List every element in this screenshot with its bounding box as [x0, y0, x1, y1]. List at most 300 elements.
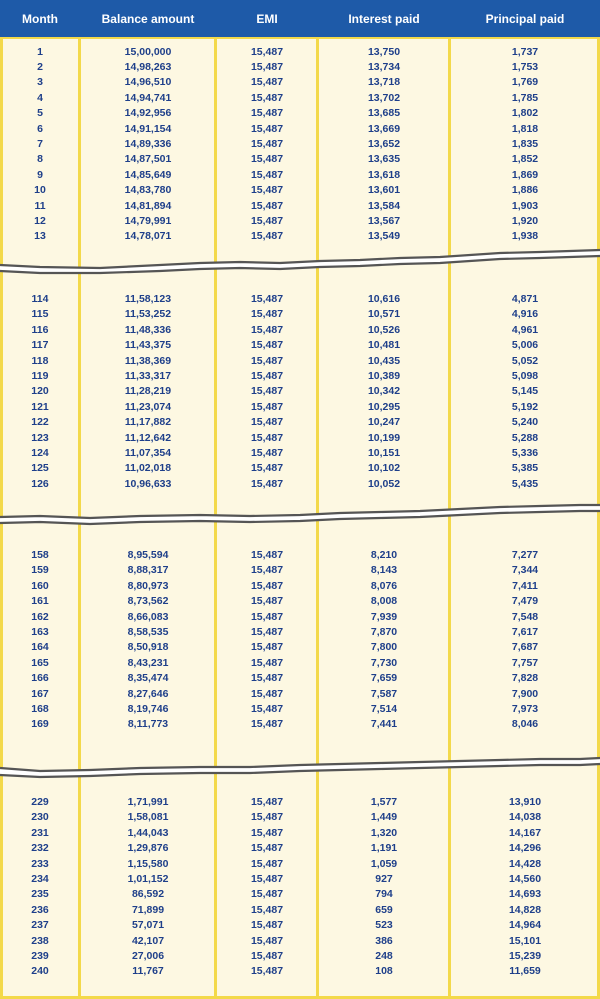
cell-principal-paid: 7,479	[511, 595, 539, 608]
table-row	[0, 106, 600, 121]
cell-principal-paid: 1,802	[511, 107, 539, 120]
table-row	[0, 826, 600, 841]
cell-balance-amount: 71,899	[131, 903, 165, 916]
cell-emi: 15,487	[250, 950, 284, 962]
cell-interest-paid: 10,616	[367, 293, 401, 305]
cell-month: 118	[31, 354, 49, 367]
cell-principal-paid: 1,903	[511, 199, 539, 212]
cell-principal-paid: 14,828	[508, 903, 542, 916]
cell-interest-paid: 10,389	[367, 370, 401, 382]
table-row	[0, 122, 600, 137]
cell-interest-paid: 13,669	[367, 122, 401, 135]
cell-emi: 15,487	[250, 718, 284, 731]
table-row	[0, 338, 600, 353]
table-row	[0, 369, 600, 384]
header-interest-paid: Interest paid	[348, 11, 420, 26]
cell-principal-paid: 5,336	[511, 447, 539, 459]
table-row	[0, 594, 600, 609]
cell-month: 235	[31, 888, 49, 901]
cell-principal-paid: 14,560	[508, 873, 542, 885]
cell-interest-paid: 108	[375, 965, 393, 978]
table-row	[0, 75, 600, 90]
cell-interest-paid: 8,143	[370, 564, 398, 577]
cell-month: 122	[31, 416, 49, 429]
table-row	[0, 640, 600, 655]
table-row	[0, 60, 600, 75]
cell-balance-amount: 11,38,369	[124, 354, 172, 367]
cell-balance-amount: 8,58,535	[127, 626, 169, 638]
cell-principal-paid: 7,548	[511, 610, 539, 623]
cell-interest-paid: 386	[375, 934, 393, 947]
cell-interest-paid: 927	[375, 873, 393, 885]
cell-balance-amount: 8,27,646	[127, 687, 169, 700]
table-row	[0, 841, 600, 856]
cell-month: 119	[31, 370, 49, 382]
cell-emi: 15,487	[250, 626, 284, 638]
cell-balance-amount: 8,35,474	[127, 672, 169, 685]
table-row	[0, 137, 600, 152]
table-row	[0, 918, 600, 933]
cell-emi: 15,487	[250, 703, 284, 715]
cell-principal-paid: 5,006	[511, 339, 539, 352]
cell-emi: 15,487	[250, 549, 284, 561]
cell-month: 231	[31, 826, 49, 839]
cell-principal-paid: 4,871	[511, 293, 539, 305]
cell-balance-amount: 1,71,991	[127, 796, 169, 808]
cell-interest-paid: 7,514	[370, 703, 398, 715]
cell-balance-amount: 8,88,317	[127, 564, 169, 577]
cell-interest-paid: 10,295	[367, 400, 401, 413]
cell-principal-paid: 7,900	[511, 687, 539, 700]
cell-month: 8	[37, 153, 43, 166]
cell-interest-paid: 659	[375, 903, 393, 916]
cell-emi: 15,487	[250, 564, 284, 577]
cell-balance-amount: 10,96,633	[124, 477, 172, 490]
table-row	[0, 656, 600, 671]
cell-balance-amount: 11,48,336	[124, 323, 172, 336]
cell-principal-paid: 15,101	[508, 934, 542, 947]
cell-month: 230	[31, 811, 49, 824]
cell-emi: 15,487	[250, 934, 284, 947]
table-row	[0, 477, 600, 492]
cell-emi: 15,487	[250, 122, 284, 135]
cell-month: 3	[37, 76, 43, 89]
table-row	[0, 229, 600, 244]
cell-interest-paid: 8,210	[370, 549, 398, 561]
cell-interest-paid: 8,076	[370, 579, 398, 592]
cell-month: 164	[31, 641, 49, 654]
cell-month: 229	[31, 796, 49, 808]
cell-principal-paid: 5,288	[511, 431, 539, 444]
table-row	[0, 307, 600, 322]
cell-month: 233	[31, 857, 49, 870]
cell-balance-amount: 1,15,580	[127, 857, 169, 870]
cell-emi: 15,487	[250, 416, 284, 429]
table-row	[0, 152, 600, 167]
cell-interest-paid: 248	[375, 950, 393, 962]
cell-balance-amount: 86,592	[131, 888, 165, 901]
cell-principal-paid: 1,886	[511, 184, 539, 197]
table-row	[0, 671, 600, 686]
table-row	[0, 91, 600, 106]
cell-interest-paid: 13,685	[367, 107, 401, 120]
cell-emi: 15,487	[250, 153, 284, 166]
cell-principal-paid: 1,737	[511, 45, 539, 58]
cell-emi: 15,487	[250, 919, 284, 932]
cell-principal-paid: 7,277	[511, 549, 539, 561]
cell-month: 117	[31, 339, 49, 352]
table-row	[0, 610, 600, 625]
cell-month: 121	[31, 400, 49, 413]
cell-emi: 15,487	[250, 199, 284, 212]
cell-month: 126	[31, 477, 49, 490]
cell-principal-paid: 1,920	[511, 214, 539, 227]
cell-month: 159	[31, 564, 49, 577]
cell-month: 4	[37, 91, 43, 104]
cell-interest-paid: 7,939	[370, 610, 398, 623]
cell-principal-paid: 1,753	[511, 60, 539, 73]
header-month: Month	[22, 11, 58, 26]
table-row	[0, 354, 600, 369]
cell-emi: 15,487	[250, 400, 284, 413]
table-row	[0, 431, 600, 446]
cell-emi: 15,487	[250, 842, 284, 855]
cell-principal-paid: 1,835	[511, 137, 539, 150]
cell-emi: 15,487	[250, 579, 284, 592]
cell-emi: 15,487	[250, 857, 284, 870]
cell-month: 239	[31, 950, 49, 962]
table-row	[0, 461, 600, 476]
cell-interest-paid: 13,584	[367, 199, 401, 212]
cell-balance-amount: 14,81,894	[124, 199, 172, 212]
cell-interest-paid: 10,481	[367, 339, 401, 352]
cell-balance-amount: 14,83,780	[124, 184, 172, 197]
cell-balance-amount: 14,89,336	[124, 137, 172, 150]
cell-emi: 15,487	[250, 641, 284, 654]
cell-month: 162	[31, 610, 49, 623]
cell-balance-amount: 8,19,746	[127, 703, 169, 715]
cell-month: 1	[37, 45, 43, 58]
cell-balance-amount: 14,92,956	[124, 107, 172, 120]
table-row	[0, 446, 600, 461]
cell-balance-amount: 11,33,317	[124, 370, 172, 382]
cell-month: 237	[31, 919, 49, 932]
cell-interest-paid: 7,870	[370, 626, 398, 638]
cell-balance-amount: 8,80,973	[127, 579, 169, 592]
cell-month: 120	[31, 385, 49, 398]
cell-principal-paid: 7,687	[511, 641, 539, 654]
cell-month: 5	[37, 107, 43, 120]
cell-interest-paid: 1,320	[370, 826, 398, 839]
cell-month: 124	[31, 447, 49, 459]
cell-interest-paid: 523	[375, 919, 393, 932]
cell-principal-paid: 4,916	[511, 308, 539, 321]
cell-balance-amount: 14,96,510	[124, 76, 172, 89]
cell-balance-amount: 8,50,918	[127, 641, 169, 654]
torn-section-break	[0, 497, 600, 547]
cell-emi: 15,487	[250, 168, 284, 181]
cell-principal-paid: 1,785	[511, 91, 539, 104]
table-row	[0, 702, 600, 717]
cell-interest-paid: 8,008	[370, 595, 398, 608]
cell-emi: 15,487	[250, 76, 284, 89]
cell-balance-amount: 11,53,252	[124, 308, 172, 321]
cell-balance-amount: 14,94,741	[124, 91, 172, 104]
cell-emi: 15,487	[250, 184, 284, 197]
cell-principal-paid: 15,239	[508, 950, 542, 962]
cell-principal-paid: 5,435	[511, 477, 539, 490]
cell-interest-paid: 10,052	[367, 477, 401, 490]
cell-interest-paid: 13,601	[367, 184, 401, 197]
cell-month: 125	[31, 462, 49, 475]
table-row	[0, 199, 600, 214]
torn-section-break	[0, 245, 600, 295]
cell-principal-paid: 5,052	[511, 354, 539, 367]
cell-emi: 15,487	[250, 903, 284, 916]
table-row	[0, 964, 600, 979]
cell-balance-amount: 42,107	[131, 934, 165, 947]
cell-emi: 15,487	[250, 91, 284, 104]
cell-month: 169	[31, 718, 49, 731]
cell-principal-paid: 14,964	[508, 919, 542, 932]
cell-interest-paid: 10,435	[367, 354, 401, 367]
cell-principal-paid: 5,145	[511, 385, 539, 398]
table-row	[0, 214, 600, 229]
cell-interest-paid: 7,730	[370, 656, 398, 669]
cell-balance-amount: 1,58,081	[127, 811, 169, 824]
cell-principal-paid: 5,240	[511, 416, 539, 429]
cell-interest-paid: 1,449	[370, 811, 398, 824]
cell-principal-paid: 1,818	[511, 122, 539, 135]
table-row	[0, 579, 600, 594]
cell-interest-paid: 10,342	[367, 385, 401, 398]
table-row	[0, 45, 600, 60]
cell-balance-amount: 11,12,642	[124, 431, 172, 444]
table-row	[0, 903, 600, 918]
cell-emi: 15,487	[250, 60, 284, 73]
table-row	[0, 934, 600, 949]
cell-balance-amount: 8,66,083	[127, 610, 169, 623]
cell-emi: 15,487	[250, 431, 284, 444]
cell-principal-paid: 5,098	[511, 370, 539, 382]
cell-month: 10	[34, 184, 46, 197]
cell-balance-amount: 11,58,123	[124, 293, 172, 305]
cell-balance-amount: 11,02,018	[124, 462, 172, 475]
cell-month: 240	[31, 965, 49, 978]
cell-month: 168	[31, 703, 49, 715]
cell-interest-paid: 13,567	[367, 214, 401, 227]
cell-month: 232	[31, 842, 49, 855]
cell-principal-paid: 5,385	[511, 462, 539, 475]
cell-principal-paid: 13,910	[508, 796, 542, 808]
cell-month: 238	[31, 934, 49, 947]
header-balance-amount: Balance amount	[101, 11, 195, 26]
cell-month: 161	[31, 595, 49, 608]
cell-principal-paid: 1,769	[511, 76, 539, 89]
cell-balance-amount: 27,006	[131, 950, 165, 962]
table-row	[0, 872, 600, 887]
table-row	[0, 687, 600, 702]
cell-principal-paid: 7,757	[511, 656, 539, 669]
cell-balance-amount: 14,98,263	[124, 60, 172, 73]
table-row	[0, 400, 600, 415]
cell-interest-paid: 7,441	[370, 718, 398, 731]
table-row	[0, 323, 600, 338]
cell-month: 2	[37, 60, 43, 73]
cell-month: 114	[31, 293, 49, 305]
cell-interest-paid: 13,734	[367, 60, 401, 73]
cell-emi: 15,487	[250, 214, 284, 227]
cell-emi: 15,487	[250, 354, 284, 367]
table-row	[0, 548, 600, 563]
cell-emi: 15,487	[250, 339, 284, 352]
table-row	[0, 857, 600, 872]
cell-balance-amount: 8,95,594	[127, 549, 169, 561]
cell-emi: 15,487	[250, 811, 284, 824]
cell-principal-paid: 14,167	[508, 826, 542, 839]
table-row	[0, 168, 600, 183]
cell-balance-amount: 8,11,773	[127, 718, 169, 731]
cell-interest-paid: 13,635	[367, 153, 401, 166]
cell-emi: 15,487	[250, 45, 284, 58]
cell-principal-paid: 14,296	[508, 842, 542, 855]
cell-month: 167	[31, 687, 49, 700]
table-row	[0, 415, 600, 430]
cell-balance-amount: 1,44,043	[127, 826, 169, 839]
torn-section-break	[0, 750, 600, 800]
cell-balance-amount: 14,87,501	[124, 153, 172, 166]
cell-principal-paid: 14,693	[508, 888, 542, 901]
cell-principal-paid: 7,617	[511, 626, 539, 638]
table-row	[0, 717, 600, 732]
cell-balance-amount: 11,28,219	[124, 385, 172, 398]
table-row	[0, 625, 600, 640]
cell-month: 7	[37, 137, 43, 150]
cell-emi: 15,487	[250, 137, 284, 150]
cell-principal-paid: 7,973	[511, 703, 539, 715]
cell-month: 163	[31, 626, 49, 638]
cell-emi: 15,487	[250, 656, 284, 669]
cell-interest-paid: 10,199	[367, 431, 401, 444]
cell-emi: 15,487	[250, 462, 284, 475]
cell-balance-amount: 14,85,649	[124, 168, 172, 181]
cell-balance-amount: 14,78,071	[124, 230, 172, 243]
cell-month: 166	[31, 672, 49, 685]
cell-emi: 15,487	[250, 308, 284, 321]
cell-month: 13	[34, 230, 46, 243]
cell-balance-amount: 11,767	[132, 965, 164, 978]
cell-emi: 15,487	[250, 385, 284, 398]
cell-balance-amount: 1,01,152	[127, 873, 169, 885]
cell-month: 236	[31, 903, 49, 916]
cell-balance-amount: 11,23,074	[124, 400, 172, 413]
cell-principal-paid: 1,869	[511, 168, 539, 181]
cell-principal-paid: 7,828	[511, 672, 539, 685]
cell-emi: 15,487	[250, 610, 284, 623]
cell-principal-paid: 11,659	[509, 965, 541, 978]
table-row	[0, 810, 600, 825]
cell-month: 116	[31, 323, 49, 336]
cell-month: 123	[31, 431, 49, 444]
cell-balance-amount: 14,91,154	[124, 122, 172, 135]
cell-month: 115	[31, 308, 49, 321]
cell-interest-paid: 1,191	[370, 842, 398, 855]
cell-emi: 15,487	[250, 826, 284, 839]
table-row	[0, 887, 600, 902]
cell-emi: 15,487	[250, 370, 284, 382]
cell-emi: 15,487	[250, 595, 284, 608]
cell-interest-paid: 10,102	[367, 462, 401, 475]
cell-month: 11	[34, 199, 46, 212]
table-header	[0, 0, 600, 37]
cell-interest-paid: 13,750	[367, 45, 401, 58]
cell-emi: 15,487	[250, 477, 284, 490]
cell-interest-paid: 13,618	[367, 168, 401, 181]
cell-emi: 15,487	[250, 672, 284, 685]
cell-emi: 15,487	[250, 687, 284, 700]
cell-emi: 15,487	[250, 107, 284, 120]
cell-emi: 15,487	[250, 323, 284, 336]
cell-principal-paid: 7,344	[511, 564, 539, 577]
cell-principal-paid: 1,938	[511, 230, 539, 243]
header-principal-paid: Principal paid	[485, 11, 565, 26]
cell-balance-amount: 11,07,354	[124, 447, 172, 459]
cell-principal-paid: 1,852	[511, 153, 539, 166]
cell-emi: 15,487	[250, 293, 284, 305]
cell-interest-paid: 7,587	[370, 687, 398, 700]
cell-interest-paid: 7,800	[370, 641, 398, 654]
cell-interest-paid: 13,652	[367, 137, 401, 150]
cell-principal-paid: 14,428	[508, 857, 542, 870]
cell-month: 160	[31, 579, 49, 592]
cell-emi: 15,487	[250, 888, 284, 901]
cell-principal-paid: 4,961	[511, 323, 539, 336]
cell-principal-paid: 8,046	[511, 718, 539, 731]
cell-principal-paid: 5,192	[511, 400, 539, 413]
table-row	[0, 563, 600, 578]
cell-interest-paid: 1,577	[370, 796, 398, 808]
cell-interest-paid: 7,659	[370, 672, 398, 685]
cell-balance-amount: 57,071	[131, 919, 165, 932]
cell-interest-paid: 13,718	[367, 76, 401, 89]
table-row	[0, 949, 600, 964]
table-row	[0, 384, 600, 399]
cell-balance-amount: 8,43,231	[127, 656, 169, 669]
cell-principal-paid: 14,038	[508, 811, 542, 824]
cell-balance-amount: 15,00,000	[124, 45, 172, 58]
cell-month: 234	[31, 873, 49, 885]
header-emi: EMI	[256, 11, 278, 26]
cell-month: 12	[34, 214, 46, 227]
cell-balance-amount: 11,43,375	[124, 339, 172, 352]
cell-month: 165	[31, 656, 49, 669]
cell-emi: 15,487	[250, 873, 284, 885]
cell-month: 6	[37, 122, 43, 135]
table-row	[0, 183, 600, 198]
cell-interest-paid: 13,702	[367, 91, 401, 104]
cell-interest-paid: 1,059	[370, 857, 398, 870]
cell-balance-amount: 11,17,882	[124, 416, 172, 429]
cell-emi: 15,487	[250, 796, 284, 808]
cell-interest-paid: 13,549	[367, 230, 401, 243]
cell-interest-paid: 10,571	[367, 308, 401, 321]
cell-emi: 15,487	[250, 965, 284, 978]
cell-principal-paid: 7,411	[512, 579, 538, 592]
cell-interest-paid: 10,151	[367, 447, 401, 459]
cell-balance-amount: 1,29,876	[127, 842, 169, 855]
cell-interest-paid: 10,247	[367, 416, 401, 429]
cell-month: 158	[31, 549, 49, 561]
